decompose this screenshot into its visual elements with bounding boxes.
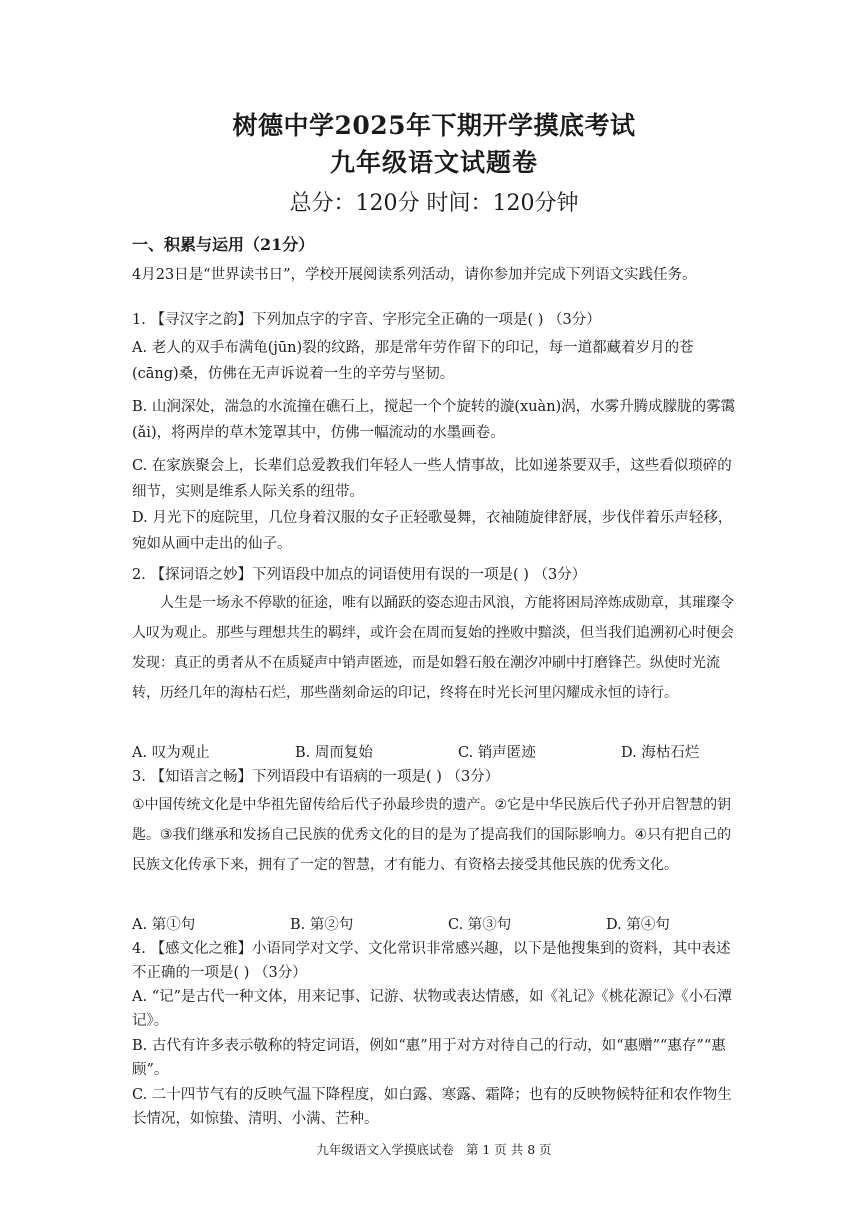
option-b: B. 周而复始 [295,745,373,761]
question-2-options [132,741,738,762]
question-3-stem: 3. 【知语言之畅】下列语段中有语病的一项是( ) （3分） [132,769,500,785]
question-1-option-c: C. 在家族聚会上，长辈们总爱教我们年轻人一些人情事故，比如递茶要双手，这些看似琐碎的细节，实则是维系人际关系的纽带。 [132,458,732,500]
section-heading: 一、积累与运用（21分） [132,235,315,254]
option-a: A. 第①句 [132,917,196,933]
question-4-stem: 4. 【感文化之雅】小语同学对文学、文化常识非常感兴趣，以下是他搜集到的资料，其中表述不正确的一项是( ) （3分） [132,941,731,981]
question-4-option-a: A. “记”是古代一种文体，用来记事、记游、状物或表达情感，如《礼记》《桃花源记》《小石潭记》。 [132,989,733,1029]
option-d: D. 海枯石烂 [621,745,700,761]
question-1-stem: 1. 【寻汉字之韵】下列加点字的字音、字形完全正确的一项是( ) （3分） [132,312,601,328]
question-3-options [132,913,738,934]
footer-page-number: 第 1 页 共 8 页 [465,1142,552,1157]
score-time: 总分：120分 时间：120分钟 [289,191,579,216]
option-d: D. 第④句 [606,917,670,933]
option-c: C. 销声匿迹 [458,745,536,761]
section-intro: 4月23日是“世界读书日”，学校开展阅读系列活动，请你参加并完成下列语文实践任务。 [132,267,697,283]
question-3-passage: ①中国传统文化是中华祖先留传给后代子孙最珍贵的遗产。②它是中华民族后代子孙开启智慧的钥匙。③我们继承和发扬自己民族的优秀文化的目的是为了提高我们的国际影响力。④只有把自己的民族文化传承下来，拥有了一定的智慧，才有能力、有资格去接受其他民族的优秀文化。 [132,797,732,873]
option-a: A. 叹为观止 [132,745,210,761]
page-footer [0,1140,868,1158]
question-1-option-b: B. 山涧深处，湍急的水流撞在礁石上，搅起一个个旋转的漩(xuàn)涡，水雾升腾成朦胧的雾霭(ǎi)，将两岸的草木笼罩其中，仿佛一幅流动的水墨画卷。 [132,399,736,441]
option-c: C. 第③句 [448,917,512,933]
question-1-option-d: D. 月光下的庭院里，几位身着汉服的女子正轻歌曼舞，衣袖随旋律舒展，步伐伴着乐声轻移，宛如从画中走出的仙子。 [132,510,733,552]
question-1-option-a: A. 老人的双手布满龟(jūn)裂的纹路，那是常年劳作留下的印记，每一道都藏着岁月的苍(cāng)桑，仿佛在无声诉说着一生的辛劳与坚韧。 [132,340,694,382]
exam-title: 树德中学2025年下期开学摸底考试 [232,111,636,140]
question-2-passage: 人生是一场永不停歇的征途，唯有以踊跃的姿态迎击风浪，方能将困局淬炼成勋章，其璀璨令人叹为观止。那些与理想共生的羁绊，或许会在周而复始的挫败中黯淡，但当我们追溯初心时便会发现：真正的勇者从不在质疑声中销声匿迹，而是如磐石般在潮汐冲刷中打磨锋芒。纵使时光流转，历经几年的海枯石烂，那些凿刻命运的印记，终将在时光长河里闪耀成永恒的诗行。 [132,595,734,701]
question-2-stem: 2. 【探词语之妙】下列语段中加点的词语使用有误的一项是( ) （3分） [132,567,587,583]
exam-subtitle: 九年级语文试题卷 [329,148,538,177]
question-4-option-c: C. 二十四节气有的反映气温下降程度，如白露、寒露、霜降；也有的反映物候特征和农作物生长情况，如惊蛰、清明、小满、芒种。 [132,1087,732,1127]
footer-exam-name: 九年级语文入学摸底试卷 [316,1142,454,1157]
option-b: B. 第②句 [290,917,354,933]
question-4-option-b: B. 古代有许多表示敬称的特定词语，例如“惠”用于对方对待自己的行动，如“惠赠”“惠存”“惠顾”。 [132,1038,726,1078]
